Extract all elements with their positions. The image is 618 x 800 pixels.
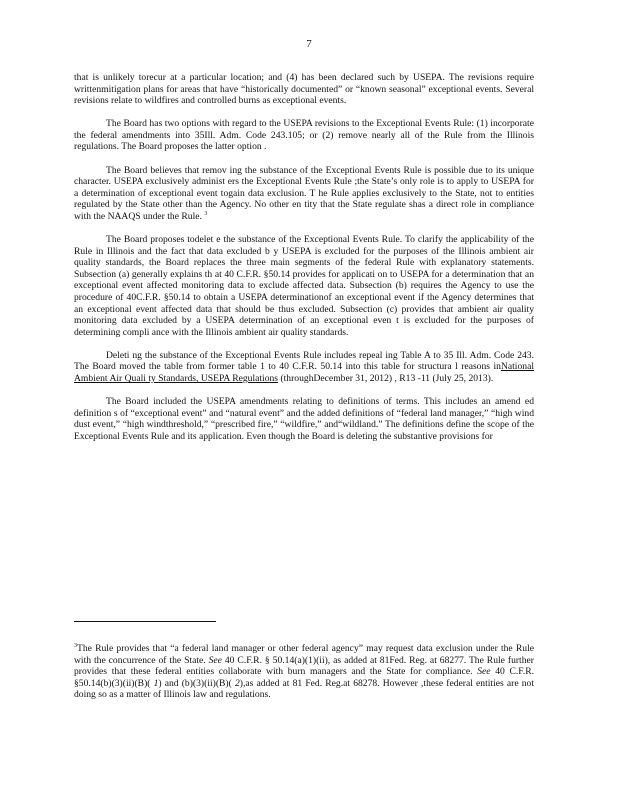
paragraph-text: The Board included the USEPA amendments relating to definitions of terms. This includes an amend ed definition s of “exceptional event” and “natural event” and the added definitions of “federal land manager,” “high wind dust event,” “high windthreshold,” “prescribed fire,” “wildfire,” and“wildland.” The definitions define the scope of the Exceptional Events Rule and its application. Even though the Board is deleting the substantive provisions for (74, 396, 534, 442)
body-paragraph (74, 350, 534, 385)
body-paragraph (74, 165, 534, 223)
paragraph-text: The Board has two options with regard to the USEPA revisions to the Exceptional Events Rule: (1) incorporate the federal amendments into 35Ill. Adm. Code 243.105; or (2) remove nearly all of the Rule from the Illinois regulations. The Board proposes the latter option . (74, 118, 534, 153)
page-number: 7 (306, 38, 312, 50)
case-citation: National Ambient Air Quali ty Standards, USEPA Regulations (74, 361, 534, 385)
paragraph-text: The Board proposes todelet e the substance of the Exceptional Events Rule. To clarify the applicability of the Rule in Illinois and the fact that data excluded b y USEPA is excluded for the purposes of the Illinois ambient air quality standards, the Board replaces the three main segments of the federal Rule with explanatory statements. Subsection (a) generally explains th at 40 C.F.R. §50.14 provides for applicati on to USEPA for a determination that an exceptional event affected monitoring data to exclude affected data. Subsection (b) requires the Agency to use the procedure of 40C.F.R. §50.14 to obtain a USEPA determinationof an exceptional event if the Agency determines that an exceptional event affected data that should be thus excluded. Subsection (c) provides that ambient air quality monitoring data excluded by a USEPA determination of an exceptional even t is excluded for the purposes of determining compli ance with the Illinois ambient air quality standards. (74, 234, 534, 338)
paragraph-text: (throughDecember 31, 2012) , R13 -11 (July 25, 2013). (278, 373, 494, 385)
body-paragraph (74, 234, 534, 338)
paragraph-text: that is unlikely torecur at a particular location; and (4) has been declared such by USEPA. The revisions require writtenmitigation plans for areas that have “historically documented” or “known seasonal” exceptional events. Several revisions relate to wildfires and controlled burns as exceptional events. (74, 72, 534, 107)
signal-italic: 1 (153, 677, 159, 689)
body-paragraph (74, 118, 534, 153)
body-paragraph (74, 396, 534, 442)
footnote-segment: 40 C.F.R. §50.14(b)(3)(ii)(B)( (74, 666, 535, 689)
footnote-segment: ),as added at 81 Fed. Reg.at 68278. However ,these federal entities are not doing so as a matter of Illinois law and regulations. (74, 677, 534, 701)
footnote-reference: 3 (204, 210, 208, 217)
signal-italic: 2 (234, 677, 240, 689)
footnote-segment: ) and (b)(3)(ii)(B)( (158, 677, 235, 689)
paragraph-text: The Board believes that remov ing the substance of the Exceptional Events Rule is possible due to its unique character. USEPA exclusively administ ers the Exceptional Events Rule ;the State’s only role is to apply to USEPA for a determination of exceptional event togain data exclusion. T he Rule applies exclusively to the State, not to entities regulated by the State other than the Agency. No other en tity that the State regulate shas a direct role in compliance with the NAAQS under the Rule. (74, 164, 534, 222)
footnote (74, 643, 534, 701)
document-body (74, 72, 534, 454)
footnote-number: 3 (74, 642, 77, 649)
footnote-separator (74, 621, 216, 622)
signal-italic: See (477, 666, 491, 678)
footnote-segment: The Rule provides that “a federal land manager or other federal agency” may request data exclusion under the Rule with the concurrence of the State. (74, 643, 534, 666)
footnote-segment: 40 C.F.R. § 50.14(a)(1)(ii), as added at 81Fed. Reg. at 68277. The Rule further provides that these federal entities collaborate with burn managers and the State for compliance. (74, 654, 534, 678)
paragraph-text: Deleti ng the substance of the Exceptional Events Rule includes repeal ing Table A to 35 Ill. Adm. Code 243. The Board moved the table from former table 1 to 40 C.F.R. 50.14 into this table for structura l reasons in (74, 349, 534, 373)
footnote-text (74, 643, 534, 701)
signal-italic: See (208, 654, 222, 666)
body-paragraph (74, 72, 534, 107)
